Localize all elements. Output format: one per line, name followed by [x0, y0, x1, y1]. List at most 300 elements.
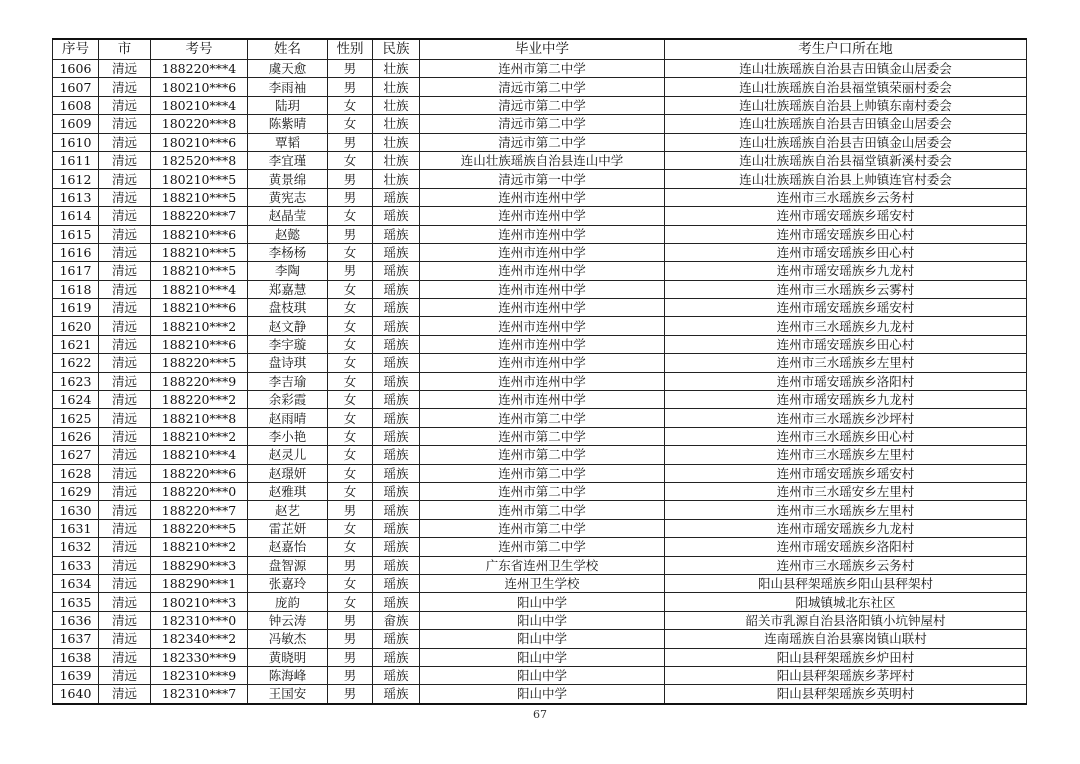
table-row: [53, 446, 1027, 464]
table-cell: 182340***2: [151, 630, 248, 648]
table-row: [53, 556, 1027, 574]
table-cell: 1621: [53, 335, 99, 353]
column-header: 考生户口所在地: [665, 39, 1027, 60]
table-cell: 赵晶莹: [248, 207, 328, 225]
table-cell: 清远: [99, 262, 151, 280]
table-cell: 连州市第二中学: [420, 464, 665, 482]
table-cell: 188210***2: [151, 427, 248, 445]
table-cell: 瑶族: [373, 630, 420, 648]
table-cell: 182310***0: [151, 611, 248, 629]
table-cell: 男: [328, 60, 373, 78]
table-row: [53, 501, 1027, 519]
table-cell: 瑶族: [373, 335, 420, 353]
table-cell: 壮族: [373, 133, 420, 151]
table-cell: 连州市连州中学: [420, 372, 665, 390]
table-cell: 1609: [53, 115, 99, 133]
table-row: [53, 372, 1027, 390]
table-cell: 连州市连州中学: [420, 207, 665, 225]
table-cell: 连州市第二中学: [420, 409, 665, 427]
table-cell: 赵璟妍: [248, 464, 328, 482]
table-cell: 188210***4: [151, 446, 248, 464]
column-header: 性别: [328, 39, 373, 60]
table-cell: 清远: [99, 243, 151, 261]
column-header: 姓名: [248, 39, 328, 60]
table-cell: 瑶族: [373, 243, 420, 261]
table-cell: 180210***6: [151, 78, 248, 96]
table-cell: 连山壮族瑶族自治县福堂镇荣丽村委会: [665, 78, 1027, 96]
table-cell: 连山壮族瑶族自治县上帅镇连官村委会: [665, 170, 1027, 188]
table-cell: 瑶族: [373, 446, 420, 464]
table-cell: 清远: [99, 335, 151, 353]
table-cell: 连州市三水瑶族乡云务村: [665, 556, 1027, 574]
table-cell: 男: [328, 170, 373, 188]
table-cell: 清远市第一中学: [420, 170, 665, 188]
column-header: 毕业中学: [420, 39, 665, 60]
table-cell: 连州市三水瑶族乡九龙村: [665, 317, 1027, 335]
table-row: [53, 409, 1027, 427]
table-cell: 李吉瑜: [248, 372, 328, 390]
table-cell: 赵嘉怡: [248, 538, 328, 556]
table-cell: 连山壮族瑶族自治县吉田镇金山居委会: [665, 133, 1027, 151]
table-cell: 连州市三水瑶族乡云务村: [665, 188, 1027, 206]
table-cell: 连州市三水瑶族乡沙坪村: [665, 409, 1027, 427]
table-cell: 连州市瑶安瑶族乡田心村: [665, 243, 1027, 261]
table-cell: 赵艺: [248, 501, 328, 519]
table-cell: 清远: [99, 354, 151, 372]
table-cell: 阳山中学: [420, 685, 665, 704]
table-cell: 瑶族: [373, 519, 420, 537]
table-cell: 连山壮族瑶族自治县连山中学: [420, 151, 665, 169]
table-cell: 1627: [53, 446, 99, 464]
table-cell: 覃韬: [248, 133, 328, 151]
table-cell: 瑶族: [373, 685, 420, 704]
table-cell: 清远: [99, 611, 151, 629]
table-cell: 女: [328, 317, 373, 335]
table-cell: 188290***3: [151, 556, 248, 574]
table-cell: 阳山中学: [420, 630, 665, 648]
table-row: [53, 96, 1027, 114]
table-cell: 连州市瑶安瑶族乡瑶安村: [665, 464, 1027, 482]
table-cell: 188220***4: [151, 60, 248, 78]
table-cell: 清远: [99, 151, 151, 169]
table-cell: 1632: [53, 538, 99, 556]
table-cell: 男: [328, 501, 373, 519]
table-cell: 188220***2: [151, 391, 248, 409]
table-cell: 瑶族: [373, 262, 420, 280]
table-cell: 陈海峰: [248, 666, 328, 684]
table-cell: 女: [328, 446, 373, 464]
table-cell: 男: [328, 78, 373, 96]
table-cell: 180210***5: [151, 170, 248, 188]
table-cell: 188220***9: [151, 372, 248, 390]
table-cell: 1635: [53, 593, 99, 611]
table-cell: 清远: [99, 501, 151, 519]
table-cell: 182310***9: [151, 666, 248, 684]
table-cell: 连州市第二中学: [420, 538, 665, 556]
table-cell: 赵灵儿: [248, 446, 328, 464]
column-header: 市: [99, 39, 151, 60]
table-cell: 连州市瑶安瑶族乡瑶安村: [665, 207, 1027, 225]
table-cell: 清远: [99, 446, 151, 464]
table-cell: 女: [328, 538, 373, 556]
table-cell: 瑶族: [373, 464, 420, 482]
table-cell: 1639: [53, 666, 99, 684]
table-cell: 连州市连州中学: [420, 243, 665, 261]
table-cell: 188210***6: [151, 225, 248, 243]
table-cell: 黄宪志: [248, 188, 328, 206]
table-cell: 清远: [99, 207, 151, 225]
table-cell: 连州市瑶安瑶族乡瑶安村: [665, 299, 1027, 317]
table-cell: 女: [328, 280, 373, 298]
table-cell: 清远: [99, 391, 151, 409]
table-cell: 瑶族: [373, 372, 420, 390]
table-cell: 188210***5: [151, 243, 248, 261]
table-cell: 188210***5: [151, 262, 248, 280]
table-cell: 连州卫生学校: [420, 574, 665, 592]
table-cell: 188220***5: [151, 354, 248, 372]
table-cell: 李杨杨: [248, 243, 328, 261]
table-cell: 男: [328, 556, 373, 574]
table-cell: 张嘉玲: [248, 574, 328, 592]
table-cell: 188290***1: [151, 574, 248, 592]
table-cell: 1614: [53, 207, 99, 225]
table-cell: 连州市第二中学: [420, 427, 665, 445]
table-cell: 1619: [53, 299, 99, 317]
table-row: [53, 280, 1027, 298]
table-cell: 连州市第二中学: [420, 519, 665, 537]
table-cell: 赵文静: [248, 317, 328, 335]
table-cell: 雷芷妍: [248, 519, 328, 537]
table-cell: 男: [328, 630, 373, 648]
table-cell: 李陶: [248, 262, 328, 280]
table-cell: 1637: [53, 630, 99, 648]
table-cell: 清远市第二中学: [420, 115, 665, 133]
table-cell: 188220***0: [151, 482, 248, 500]
table-cell: 清远: [99, 280, 151, 298]
table-cell: 清远市第二中学: [420, 78, 665, 96]
table-row: [53, 225, 1027, 243]
table-cell: 清远: [99, 630, 151, 648]
table-cell: 冯敏杰: [248, 630, 328, 648]
table-cell: 女: [328, 243, 373, 261]
table-cell: 清远: [99, 170, 151, 188]
table-body: [53, 60, 1027, 704]
table-cell: 瑶族: [373, 427, 420, 445]
table-cell: 188210***6: [151, 335, 248, 353]
table-cell: 李宜瑾: [248, 151, 328, 169]
table-cell: 清远: [99, 464, 151, 482]
table-cell: 182310***7: [151, 685, 248, 704]
table-cell: 女: [328, 354, 373, 372]
table-cell: 壮族: [373, 151, 420, 169]
table-cell: 瑶族: [373, 207, 420, 225]
table-cell: 连州市连州中学: [420, 280, 665, 298]
table-cell: 畲族: [373, 611, 420, 629]
table-cell: 女: [328, 593, 373, 611]
table-row: [53, 593, 1027, 611]
table-cell: 连州市连州中学: [420, 354, 665, 372]
table-row: [53, 78, 1027, 96]
table-cell: 清远: [99, 188, 151, 206]
table-cell: 1616: [53, 243, 99, 261]
table-cell: 连州市第二中学: [420, 501, 665, 519]
table-cell: 壮族: [373, 78, 420, 96]
table-cell: 清远: [99, 648, 151, 666]
table-cell: 连州市连州中学: [420, 225, 665, 243]
table-cell: 连州市三水瑶族乡左里村: [665, 354, 1027, 372]
column-header: 序号: [53, 39, 99, 60]
table-cell: 广东省连州卫生学校: [420, 556, 665, 574]
table-cell: 壮族: [373, 60, 420, 78]
table-cell: 180210***4: [151, 96, 248, 114]
table-cell: 阳城镇城北东社区: [665, 593, 1027, 611]
table-cell: 连州市三水瑶族乡左里村: [665, 446, 1027, 464]
table-cell: 连州市第二中学: [420, 446, 665, 464]
table-cell: 黄晓明: [248, 648, 328, 666]
table-cell: 1630: [53, 501, 99, 519]
table-row: [53, 685, 1027, 704]
table-cell: 清远市第二中学: [420, 133, 665, 151]
table-cell: 1633: [53, 556, 99, 574]
table-cell: 阳山县秤架瑶族乡茅坪村: [665, 666, 1027, 684]
table-cell: 连州市第二中学: [420, 60, 665, 78]
table-cell: 连州市瑶安瑶族乡田心村: [665, 225, 1027, 243]
table-cell: 188220***5: [151, 519, 248, 537]
table-cell: 180210***6: [151, 133, 248, 151]
table-cell: 清远: [99, 60, 151, 78]
table-row: [53, 391, 1027, 409]
table-cell: 赵雅琪: [248, 482, 328, 500]
table-cell: 180210***3: [151, 593, 248, 611]
table-cell: 黄景绵: [248, 170, 328, 188]
table-cell: 188220***7: [151, 207, 248, 225]
table-row: [53, 188, 1027, 206]
table-cell: 女: [328, 391, 373, 409]
table-cell: 瑶族: [373, 574, 420, 592]
table-cell: 瑶族: [373, 280, 420, 298]
table-cell: 男: [328, 611, 373, 629]
table-cell: 188220***6: [151, 464, 248, 482]
table-cell: 连州市连州中学: [420, 262, 665, 280]
table-cell: 瑶族: [373, 317, 420, 335]
table-cell: 女: [328, 519, 373, 537]
table-row: [53, 611, 1027, 629]
table-cell: 182330***9: [151, 648, 248, 666]
table-cell: 连州市三水瑶族乡左里村: [665, 501, 1027, 519]
table-cell: 男: [328, 666, 373, 684]
table-cell: 男: [328, 262, 373, 280]
table-cell: 1625: [53, 409, 99, 427]
table-cell: 李宇璇: [248, 335, 328, 353]
table-cell: 虞天愈: [248, 60, 328, 78]
table-cell: 女: [328, 574, 373, 592]
table-cell: 1636: [53, 611, 99, 629]
table-cell: 瑶族: [373, 556, 420, 574]
table-cell: 清远: [99, 225, 151, 243]
table-cell: 盘枝琪: [248, 299, 328, 317]
table-cell: 阳山中学: [420, 611, 665, 629]
table-cell: 188210***8: [151, 409, 248, 427]
table-cell: 瑶族: [373, 391, 420, 409]
table-cell: 盘智源: [248, 556, 328, 574]
table-cell: 188220***7: [151, 501, 248, 519]
table-cell: 清远: [99, 556, 151, 574]
table-cell: 连州市瑶安瑶族乡田心村: [665, 335, 1027, 353]
table-cell: 连州市连州中学: [420, 188, 665, 206]
table-cell: 连州市瑶安瑶族乡洛阳村: [665, 372, 1027, 390]
table-cell: 清远: [99, 409, 151, 427]
table-cell: 1617: [53, 262, 99, 280]
page-number: 67: [533, 708, 547, 721]
table-cell: 女: [328, 427, 373, 445]
table-cell: 清远: [99, 574, 151, 592]
table-cell: 阳山中学: [420, 648, 665, 666]
table-cell: 男: [328, 685, 373, 704]
table-row: [53, 60, 1027, 78]
table-row: [53, 335, 1027, 353]
table-row: [53, 427, 1027, 445]
table-cell: 清远: [99, 96, 151, 114]
table-cell: 1624: [53, 391, 99, 409]
table-cell: 连州市三水瑶族乡田心村: [665, 427, 1027, 445]
table-row: [53, 666, 1027, 684]
table-cell: 女: [328, 482, 373, 500]
column-header: 考号: [151, 39, 248, 60]
table-cell: 188210***6: [151, 299, 248, 317]
table-cell: 清远: [99, 666, 151, 684]
table-cell: 1631: [53, 519, 99, 537]
table-cell: 清远: [99, 317, 151, 335]
table-cell: 连南瑶族自治县寨岗镇山联村: [665, 630, 1027, 648]
table-cell: 1628: [53, 464, 99, 482]
table-cell: 1620: [53, 317, 99, 335]
table-cell: 庞韵: [248, 593, 328, 611]
table-cell: 连州市连州中学: [420, 391, 665, 409]
table-cell: 连山壮族瑶族自治县吉田镇金山居委会: [665, 115, 1027, 133]
table-cell: 连山壮族瑶族自治县福堂镇新溪村委会: [665, 151, 1027, 169]
table-cell: 清远: [99, 133, 151, 151]
table-cell: 李小艳: [248, 427, 328, 445]
table-cell: 女: [328, 299, 373, 317]
table-row: [53, 630, 1027, 648]
table-cell: 1622: [53, 354, 99, 372]
table-cell: 清远: [99, 115, 151, 133]
table-cell: 1613: [53, 188, 99, 206]
table-cell: 188210***2: [151, 317, 248, 335]
table-cell: 清远: [99, 372, 151, 390]
table-cell: 瑶族: [373, 299, 420, 317]
table-cell: 瑶族: [373, 482, 420, 500]
table-cell: 瑶族: [373, 648, 420, 666]
table-cell: 女: [328, 151, 373, 169]
table-cell: 连州市三水瑶族乡云雾村: [665, 280, 1027, 298]
table-cell: 瑶族: [373, 593, 420, 611]
table-row: [53, 151, 1027, 169]
table-cell: 1608: [53, 96, 99, 114]
table-cell: 瑶族: [373, 666, 420, 684]
table-cell: 182520***8: [151, 151, 248, 169]
student-roster-table: [52, 38, 1027, 705]
table-cell: 壮族: [373, 170, 420, 188]
table-cell: 郑嘉慧: [248, 280, 328, 298]
table-cell: 赵雨晴: [248, 409, 328, 427]
table-cell: 瑶族: [373, 538, 420, 556]
table-row: [53, 464, 1027, 482]
table-header: [53, 39, 1027, 60]
column-header: 民族: [373, 39, 420, 60]
table-cell: 188210***2: [151, 538, 248, 556]
table-cell: 1611: [53, 151, 99, 169]
table-cell: 余彩霞: [248, 391, 328, 409]
table-cell: 阳山中学: [420, 593, 665, 611]
table-cell: 连州市连州中学: [420, 317, 665, 335]
table-cell: 女: [328, 372, 373, 390]
table-cell: 男: [328, 133, 373, 151]
table-cell: 壮族: [373, 115, 420, 133]
table-cell: 李雨袖: [248, 78, 328, 96]
table-cell: 清远: [99, 78, 151, 96]
table-cell: 阳山县秤架瑶族乡炉田村: [665, 648, 1027, 666]
table-cell: 1610: [53, 133, 99, 151]
table-cell: 清远市第二中学: [420, 96, 665, 114]
table-cell: 连州市三水瑶安乡左里村: [665, 482, 1027, 500]
table-row: [53, 482, 1027, 500]
table-row: [53, 207, 1027, 225]
table-cell: 钟云涛: [248, 611, 328, 629]
header-row: [53, 39, 1027, 60]
table-cell: 连州市连州中学: [420, 335, 665, 353]
table-cell: 1623: [53, 372, 99, 390]
table-row: [53, 354, 1027, 372]
table-cell: 赵懿: [248, 225, 328, 243]
table-cell: 连山壮族瑶族自治县吉田镇金山居委会: [665, 60, 1027, 78]
table-cell: 瑶族: [373, 188, 420, 206]
table-row: [53, 648, 1027, 666]
table-cell: 瑶族: [373, 225, 420, 243]
table-cell: 连州市瑶安瑶族乡九龙村: [665, 262, 1027, 280]
table-cell: 1612: [53, 170, 99, 188]
table-cell: 阳山县秤架瑶族乡阳山县秤架村: [665, 574, 1027, 592]
table-cell: 瑶族: [373, 409, 420, 427]
table-cell: 连州市瑶安瑶族乡九龙村: [665, 391, 1027, 409]
table-row: [53, 170, 1027, 188]
table-cell: 陈紫晴: [248, 115, 328, 133]
table-cell: 阳山中学: [420, 666, 665, 684]
table-cell: 男: [328, 225, 373, 243]
table-cell: 180220***8: [151, 115, 248, 133]
table-cell: 瑶族: [373, 501, 420, 519]
table-cell: 清远: [99, 519, 151, 537]
table-row: [53, 262, 1027, 280]
table-row: [53, 133, 1027, 151]
table-row: [53, 243, 1027, 261]
table-cell: 清远: [99, 427, 151, 445]
table-cell: 女: [328, 96, 373, 114]
table-cell: 清远: [99, 685, 151, 704]
table-cell: 阳山县秤架瑶族乡英明村: [665, 685, 1027, 704]
table-cell: 女: [328, 115, 373, 133]
table-cell: 连州市连州中学: [420, 299, 665, 317]
table-cell: 1606: [53, 60, 99, 78]
table-cell: 1640: [53, 685, 99, 704]
table-cell: 清远: [99, 593, 151, 611]
table-cell: 女: [328, 464, 373, 482]
table-row: [53, 538, 1027, 556]
table-cell: 1615: [53, 225, 99, 243]
table-cell: 盘诗琪: [248, 354, 328, 372]
table-cell: 连州市瑶安瑶族乡九龙村: [665, 519, 1027, 537]
table-cell: 清远: [99, 299, 151, 317]
